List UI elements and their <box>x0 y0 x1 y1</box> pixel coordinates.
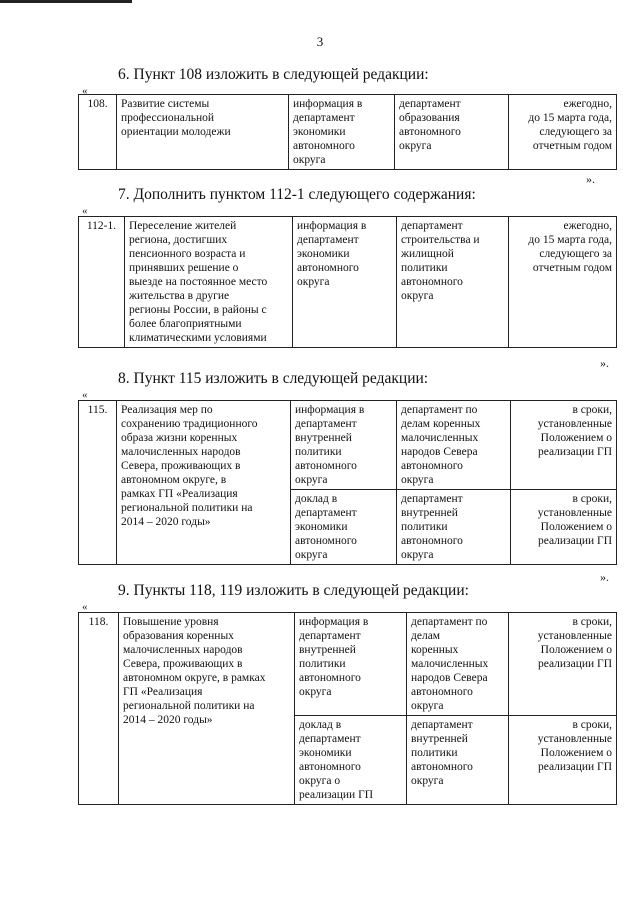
item-description: Переселение жителей региона, достигших пенсионного возраста и принявших решение о выезде на постоянное место жительства в другие регионы России, в районы с более благоприятными климатическими условиями <box>125 217 293 348</box>
report-form: информация в департамент экономики автономного округа <box>289 95 395 170</box>
table-row <box>79 401 617 490</box>
table-item-115 <box>78 400 617 565</box>
responsible-executor: департамент внутренней политики автономного округа <box>407 716 509 805</box>
section-heading-9: 9. Пункты 118, 119 изложить в следующей редакции: <box>118 582 469 599</box>
open-quote: « <box>82 205 88 217</box>
deadline: в сроки, установленные Положением о реализации ГП <box>511 401 617 490</box>
table-row <box>79 613 617 716</box>
responsible-executor: департамент по делам коренных малочисленных народов Севера автономного округа <box>397 401 511 490</box>
close-quote: ». <box>586 172 595 186</box>
item-number: 108. <box>79 95 117 170</box>
report-form: доклад в департамент экономики автономного округа о реализации ГП <box>295 716 407 805</box>
responsible-executor: департамент по делам коренных малочисленных народов Севера автономного округа <box>407 613 509 716</box>
table-row <box>79 217 617 348</box>
deadline: в сроки, установленные Положением о реализации ГП <box>509 613 617 716</box>
report-form: информация в департамент экономики автономного округа <box>293 217 397 348</box>
open-quote: « <box>82 85 88 97</box>
section-heading-8: 8. Пункт 115 изложить в следующей редакции: <box>118 370 429 387</box>
item-number: 112-1. <box>79 217 125 348</box>
item-description: Развитие системы профессиональной ориентации молодежи <box>117 95 289 170</box>
open-quote: « <box>82 389 88 401</box>
item-description: Реализация мер по сохранению традиционного образа жизни коренных малочисленных народов Севера, проживающих в автономном округе, в рамках ГП «Реализация региональной политики на 2014 – 2020 годы» <box>117 401 291 565</box>
page-number: 3 <box>316 34 324 49</box>
top-rule <box>0 0 132 3</box>
deadline: ежегодно, до 15 марта года, следующего за отчетным годом <box>509 95 617 170</box>
item-number: 118. <box>79 613 119 805</box>
report-form: информация в департамент внутренней политики автономного округа <box>295 613 407 716</box>
report-form: информация в департамент внутренней политики автономного округа <box>291 401 397 490</box>
report-form: доклад в департамент экономики автономного округа <box>291 490 397 565</box>
table-item-112-1 <box>78 216 617 348</box>
item-number: 115. <box>79 401 117 565</box>
responsible-executor: департамент строительства и жилищной политики автономного округа <box>397 217 509 348</box>
table-item-108 <box>78 94 617 170</box>
section-heading-7: 7. Дополнить пунктом 112-1 следующего содержания: <box>118 186 476 203</box>
table-item-118 <box>78 612 617 805</box>
close-quote: ». <box>600 356 609 370</box>
table-row <box>79 95 617 170</box>
deadline: в сроки, установленные Положением о реализации ГП <box>511 490 617 565</box>
deadline: в сроки, установленные Положением о реализации ГП <box>509 716 617 805</box>
close-quote: ». <box>600 570 609 584</box>
item-description: Повышение уровня образования коренных малочисленных народов Севера, проживающих в автономном округе, в рамках ГП «Реализация региональной политики на 2014 – 2020 годы» <box>119 613 295 805</box>
responsible-executor: департамент внутренней политики автономного округа <box>397 490 511 565</box>
responsible-executor: департамент образования автономного округа <box>395 95 509 170</box>
deadline: ежегодно, до 15 марта года, следующего за отчетным годом <box>509 217 617 348</box>
open-quote: « <box>82 601 88 613</box>
section-heading-6: 6. Пункт 108 изложить в следующей редакции: <box>118 66 429 83</box>
